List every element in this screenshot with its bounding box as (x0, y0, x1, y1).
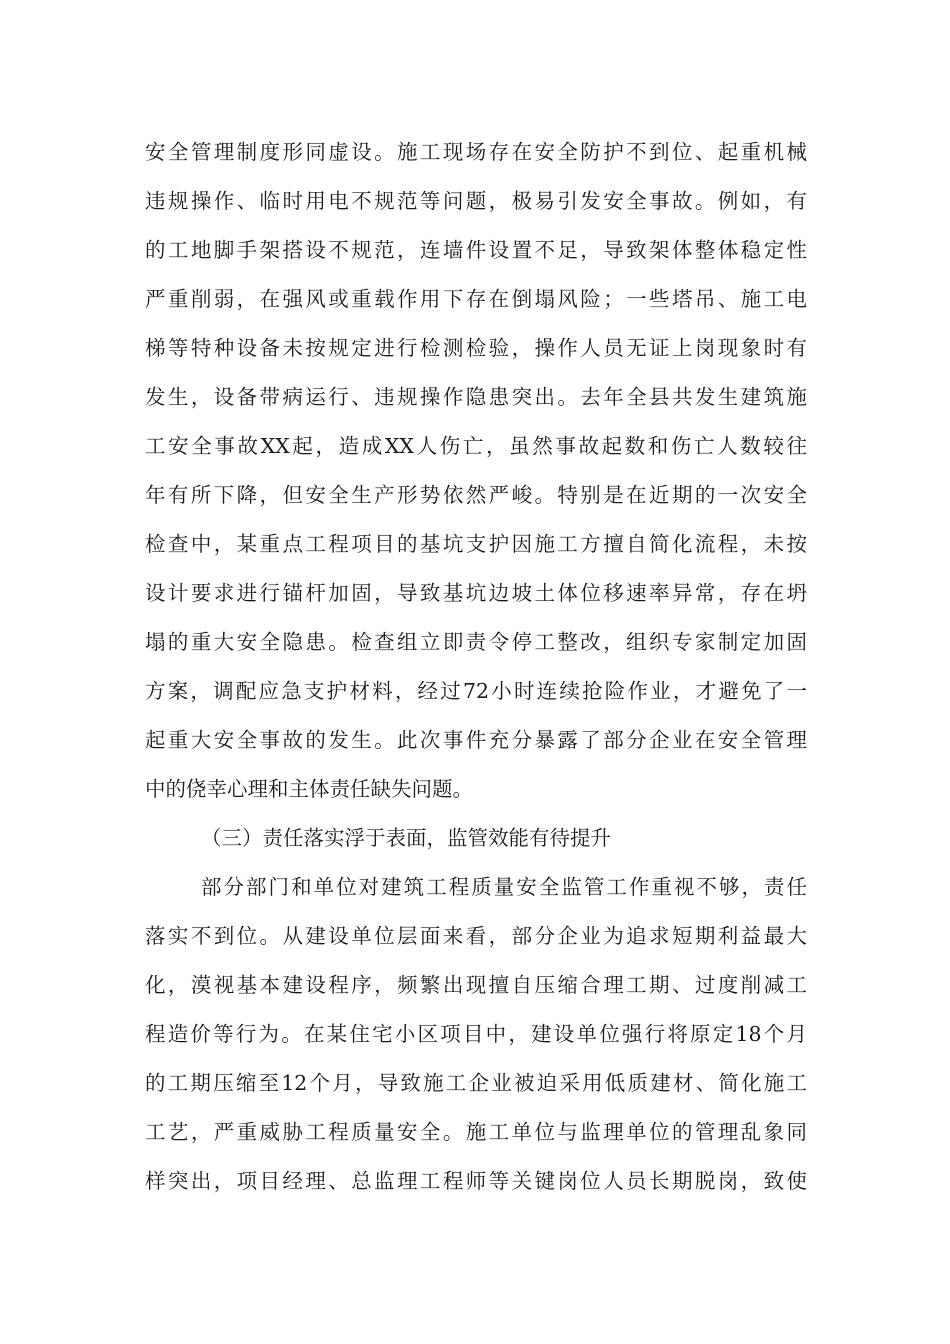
paragraph-2-line-7: 样突出，项目经理、总监理工程师等关键岗位人员长期脱岗，致使 (145, 1169, 807, 1193)
paragraph-1-line-10: 设计要求进行锚杆加固，导致基坑边坡土体位移速率异常，存在坍 (145, 581, 807, 605)
paragraph-1-line-5: 梯等特种设备未按规定进行检测检验，操作人员无证上岗现象时有 (145, 336, 807, 360)
paragraph-1-line-7: 工安全事故XX起，造成XX人伤亡，虽然事故起数和伤亡人数较往 (145, 434, 807, 458)
paragraph-1-line-3: 的工地脚手架搭设不规范，连墙件设置不足，导致架体整体稳定性 (145, 238, 807, 262)
paragraph-1-line-11: 塌的重大安全隐患。检查组立即责令停工整改，组织专家制定加固 (145, 630, 807, 654)
paragraph-2-line-1: 部分部门和单位对建筑工程质量安全监管工作重视不够，责任 (201, 875, 807, 899)
paragraph-2-line-3: 化，漠视基本建设程序，频繁出现擅自压缩合理工期、过度削减工 (145, 973, 807, 997)
paragraph-1-line-14: 中的侥幸心理和主体责任缺失问题。 (145, 777, 473, 801)
paragraph-2-line-6: 工艺，严重威胁工程质量安全。施工单位与监理单位的管理乱象同 (145, 1120, 807, 1144)
paragraph-1-line-1: 安全管理制度形同虚设。施工现场存在安全防护不到位、起重机械 (145, 140, 807, 164)
paragraph-2-line-2: 落实不到位。从建设单位层面来看，部分企业为追求短期利益最大 (145, 924, 807, 948)
paragraph-1-line-13: 起重大安全事故的发生。此次事件充分暴露了部分企业在安全管理 (145, 728, 807, 752)
paragraph-1-line-8: 年有所下降，但安全生产形势依然严峻。特别是在近期的一次安全 (145, 483, 807, 507)
paragraph-2-line-5: 的工期压缩至12个月，导致施工企业被迫采用低质建材、简化施工 (145, 1071, 807, 1095)
paragraph-1-line-2: 违规操作、临时用电不规范等问题，极易引发安全事故。例如，有 (145, 189, 807, 213)
paragraph-1-line-6: 发生，设备带病运行、违规操作隐患突出。去年全县共发生建筑施 (145, 385, 807, 409)
paragraph-2-line-4: 程造价等行为。在某住宅小区项目中，建设单位强行将原定18个月 (145, 1022, 807, 1046)
section-heading: （三）责任落实浮于表面，监管效能有待提升 (201, 826, 611, 850)
paragraph-1-line-12: 方案，调配应急支护材料，经过72小时连续抢险作业，才避免了一 (145, 679, 807, 703)
paragraph-1-line-9: 检查中，某重点工程项目的基坑支护因施工方擅自简化流程，未按 (145, 532, 807, 556)
paragraph-1-line-4: 严重削弱，在强风或重载作用下存在倒塌风险；一些塔吊、施工电 (145, 287, 807, 311)
